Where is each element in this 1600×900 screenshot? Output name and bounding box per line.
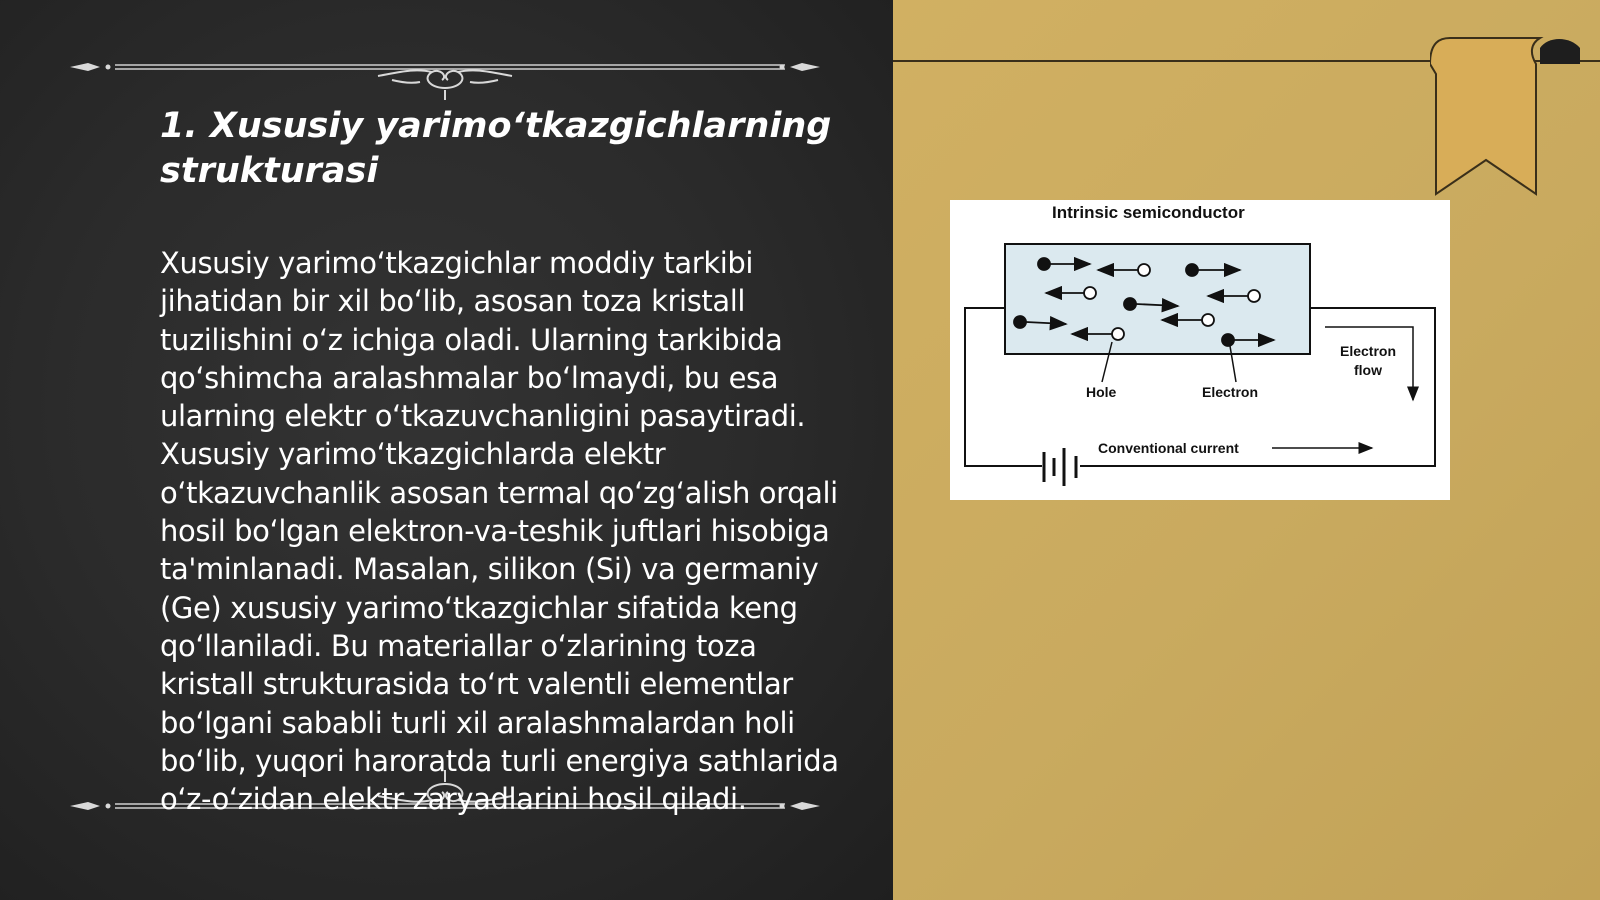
conventional-current-label: Conventional current — [1098, 440, 1239, 456]
slide-title: 1. Xususiy yarimo‘tkazgichlarning strukturasi — [160, 106, 832, 191]
slide-body-text: Xususiy yarimo‘tkazgichlar moddiy tarkibi jihatidan bir xil bo‘lib, asosan toza kristall tuzilishini o‘z ichiga oladi. Ularning tarkibida qo‘shimcha aralashmalar bo‘lmaydi, bu esa ularning elektr o‘tkazuvchanligini pasaytiradi. Xususiy yarimo‘tkazgichlarda elektr o‘tkazuvchanlik asosan termal qo‘zg‘alish orqali hosil bo‘lgan elektron-va-teshik juftlari hisobiga ta'minlanadi. Masalan, silikon (Si) va germaniy (Ge) xususiy yarimo‘tkazgichlar sifatida keng qo‘llaniladi. Bu materiallar o‘zlarining toza kristall strukturasida to‘rt valentli elementlar bo‘lgani sababli turli xil aralashmalardan holi bo‘lib, yuqori haroratda turli energiya sathlarida o‘z-o‘zidan elektr zaryadlarini hosil qiladi. — [160, 246, 839, 817]
intrinsic-semiconductor-diagram — [950, 200, 1450, 500]
electron-label: Electron — [1202, 384, 1259, 400]
hole-label: Hole — [1086, 384, 1117, 400]
battery-icon — [1044, 448, 1076, 486]
electron-flow-label-line2: flow — [1354, 362, 1382, 378]
diagram-title: Intrinsic semiconductor — [1052, 203, 1245, 222]
top-ornament-divider — [60, 40, 830, 100]
bookmark-ribbon-icon — [1430, 34, 1600, 204]
electron-flow-label-line1: Electron — [1340, 343, 1397, 359]
